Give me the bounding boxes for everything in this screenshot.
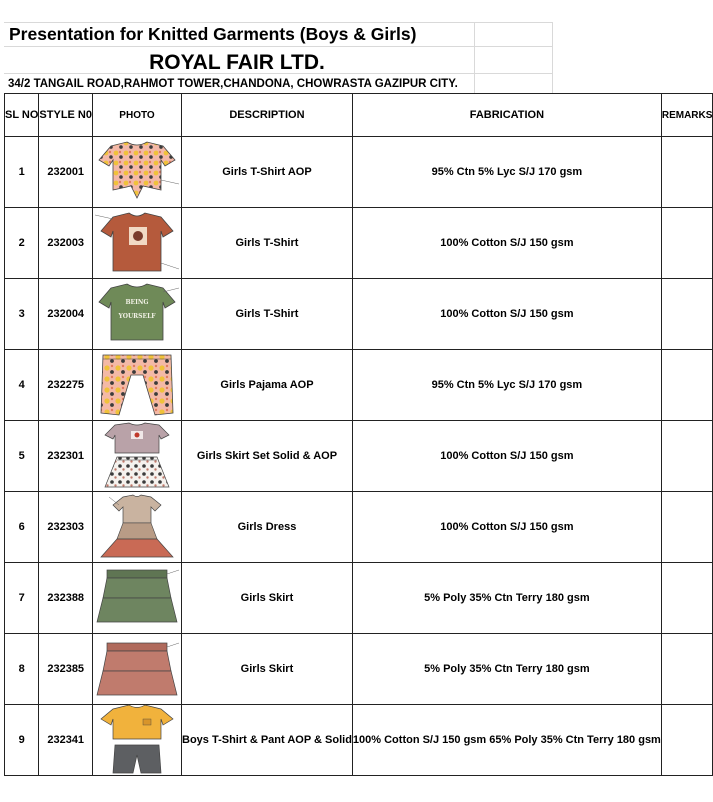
girls-tshirt-olive-sketch [93,282,181,346]
remarks [661,705,713,776]
style-no: 232341 [39,705,93,776]
style-no: 232003 [39,208,93,279]
sl-no: 2 [5,208,39,279]
fabrication: 5% Poly 35% Ctn Terry 180 gsm [352,563,661,634]
girls-tshirt-aop-sketch [93,140,181,204]
style-no: 232001 [39,137,93,208]
header-remarks: REMARKS [661,94,713,137]
table-row [5,350,713,421]
tshirt-print-text-being: BEING [125,299,149,306]
page-title: Presentation for Knitted Garments (Boys & Girls) [9,24,417,44]
sl-no: 1 [5,137,39,208]
table-row [5,137,713,208]
fabrication: 100% Cotton S/J 150 gsm [352,279,661,350]
description: Girls Skirt Set Solid & AOP [182,421,353,492]
remarks [661,137,713,208]
description: Boys T-Shirt & Pant AOP & Solid [182,705,353,776]
girls-skirt-set-sketch [93,423,181,489]
grid-line [4,46,553,47]
description: Girls T-Shirt [182,279,353,350]
photo-cell [93,137,182,208]
grid-line [474,22,475,93]
description: Girls Skirt [182,563,353,634]
photo-cell [93,563,182,634]
table-row [5,421,713,492]
company-name: ROYAL FAIR LTD. [149,51,325,74]
boys-tshirt-pant-sketch [93,705,181,775]
photo-cell [93,492,182,563]
photo-cell [93,634,182,705]
sl-no: 4 [5,350,39,421]
style-no: 232275 [39,350,93,421]
fabrication: 100% Cotton S/J 150 gsm 65% Poly 35% Ctn Terry 180 gsm [352,705,661,776]
table-row [5,208,713,279]
description: Girls Pajama AOP [182,350,353,421]
girls-skirt-rose-sketch [93,637,181,701]
sl-no: 8 [5,634,39,705]
description: Girls T-Shirt [182,208,353,279]
photo-cell [93,350,182,421]
fabrication: 100% Cotton S/J 150 gsm [352,421,661,492]
sl-no: 6 [5,492,39,563]
fabrication: 100% Cotton S/J 150 gsm [352,492,661,563]
fabrication: 100% Cotton S/J 150 gsm [352,208,661,279]
header-description: DESCRIPTION [182,94,353,137]
table-row [5,705,713,776]
sl-no: 9 [5,705,39,776]
grid-line [4,22,553,23]
style-no: 232303 [39,492,93,563]
girls-dress-sketch [93,495,181,559]
grid-line [552,22,553,93]
sl-no: 5 [5,421,39,492]
girls-tshirt-rust-sketch [93,211,181,275]
header-photo: PHOTO [93,94,182,137]
table-row [5,279,713,350]
header-style-no: STYLE N0 [39,94,93,137]
table-header-row [5,94,713,137]
header-sl-no: SL NO [5,94,39,137]
sl-no: 3 [5,279,39,350]
remarks [661,350,713,421]
style-no: 232385 [39,634,93,705]
tshirt-print-text-yourself: YOURSELF [118,313,156,320]
photo-cell [93,208,182,279]
remarks [661,421,713,492]
photo-cell [93,705,182,776]
garment-table [4,93,713,776]
remarks [661,208,713,279]
description: Girls Skirt [182,634,353,705]
description: Girls T-Shirt AOP [182,137,353,208]
fabrication: 95% Ctn 5% Lyc S/J 170 gsm [352,350,661,421]
style-no: 232388 [39,563,93,634]
style-no: 232301 [39,421,93,492]
table-row [5,634,713,705]
remarks [661,492,713,563]
fabrication: 95% Ctn 5% Lyc S/J 170 gsm [352,137,661,208]
company-address: 34/2 TANGAIL ROAD,RAHMOT TOWER,CHANDONA, CHOWRASTA GAZIPUR CITY. [8,78,458,90]
girls-skirt-green-sketch [93,566,181,630]
description: Girls Dress [182,492,353,563]
table-row [5,492,713,563]
girls-pajama-aop-sketch [93,353,181,417]
remarks [661,634,713,705]
photo-cell [93,421,182,492]
fabrication: 5% Poly 35% Ctn Terry 180 gsm [352,634,661,705]
photo-cell [93,279,182,350]
style-no: 232004 [39,279,93,350]
header-fabrication: FABRICATION [352,94,661,137]
remarks [661,563,713,634]
table-row [5,563,713,634]
sl-no: 7 [5,563,39,634]
remarks [661,279,713,350]
